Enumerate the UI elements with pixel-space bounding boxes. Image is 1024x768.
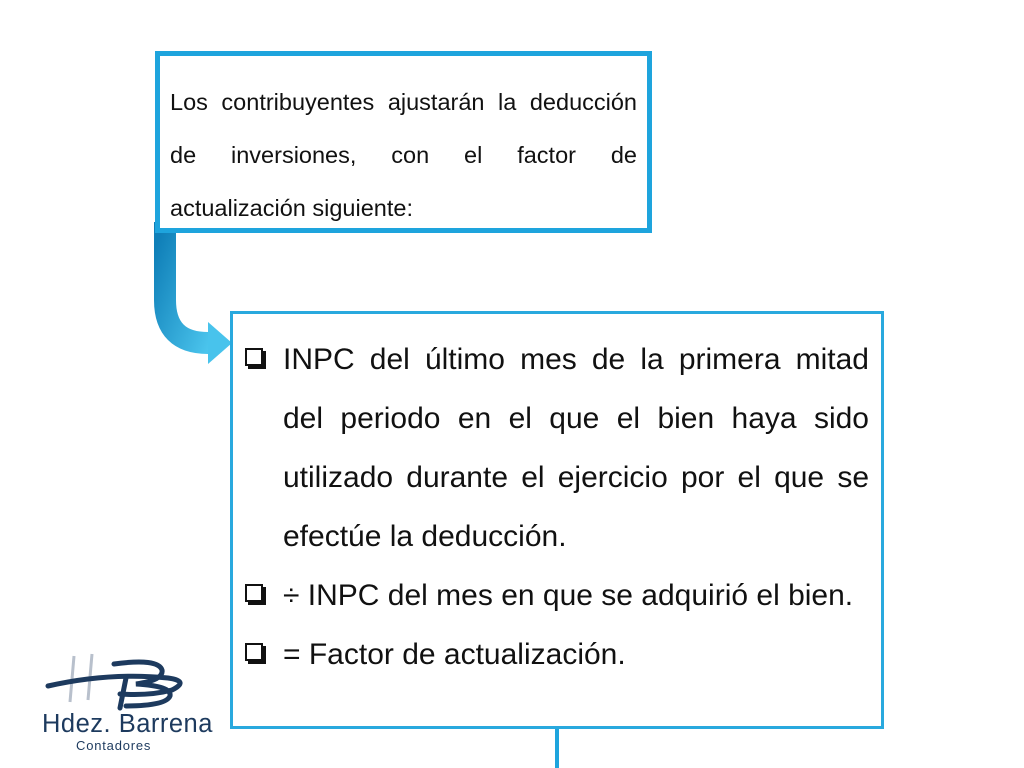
- hb-monogram-icon: [40, 650, 210, 712]
- list-item-text: = Factor de actualización.: [283, 638, 626, 671]
- arrow-shaft: [165, 222, 212, 343]
- list-item: [243, 330, 869, 566]
- checkbox-bullet-icon: [245, 584, 263, 602]
- list-item-text: INPC del último mes de la primera mitad del periodo en el que el bien haya sido utilizado durante el ejercicio por el que se efectúe la deducción.: [283, 343, 869, 553]
- company-logo: [40, 650, 213, 760]
- logo-name: Hdez. Barrena: [42, 710, 213, 738]
- checkbox-bullet-icon: [245, 348, 263, 366]
- list-item: [243, 566, 869, 625]
- list-item-text: ÷ INPC del mes en que se adquirió el bien.: [283, 579, 854, 612]
- list-item: [243, 625, 869, 684]
- checkbox-bullet-icon: [245, 643, 263, 661]
- bottom-connector-line: [555, 729, 559, 768]
- intro-box: [155, 51, 652, 233]
- formula-box: [230, 311, 884, 729]
- intro-text: Los contribuyentes ajustarán la deducción de inversiones, con el factor de actualización siguiente:: [170, 89, 637, 221]
- arrow-head: [208, 322, 232, 364]
- formula-list: [233, 314, 881, 684]
- logo-subtitle: Contadores: [76, 738, 152, 753]
